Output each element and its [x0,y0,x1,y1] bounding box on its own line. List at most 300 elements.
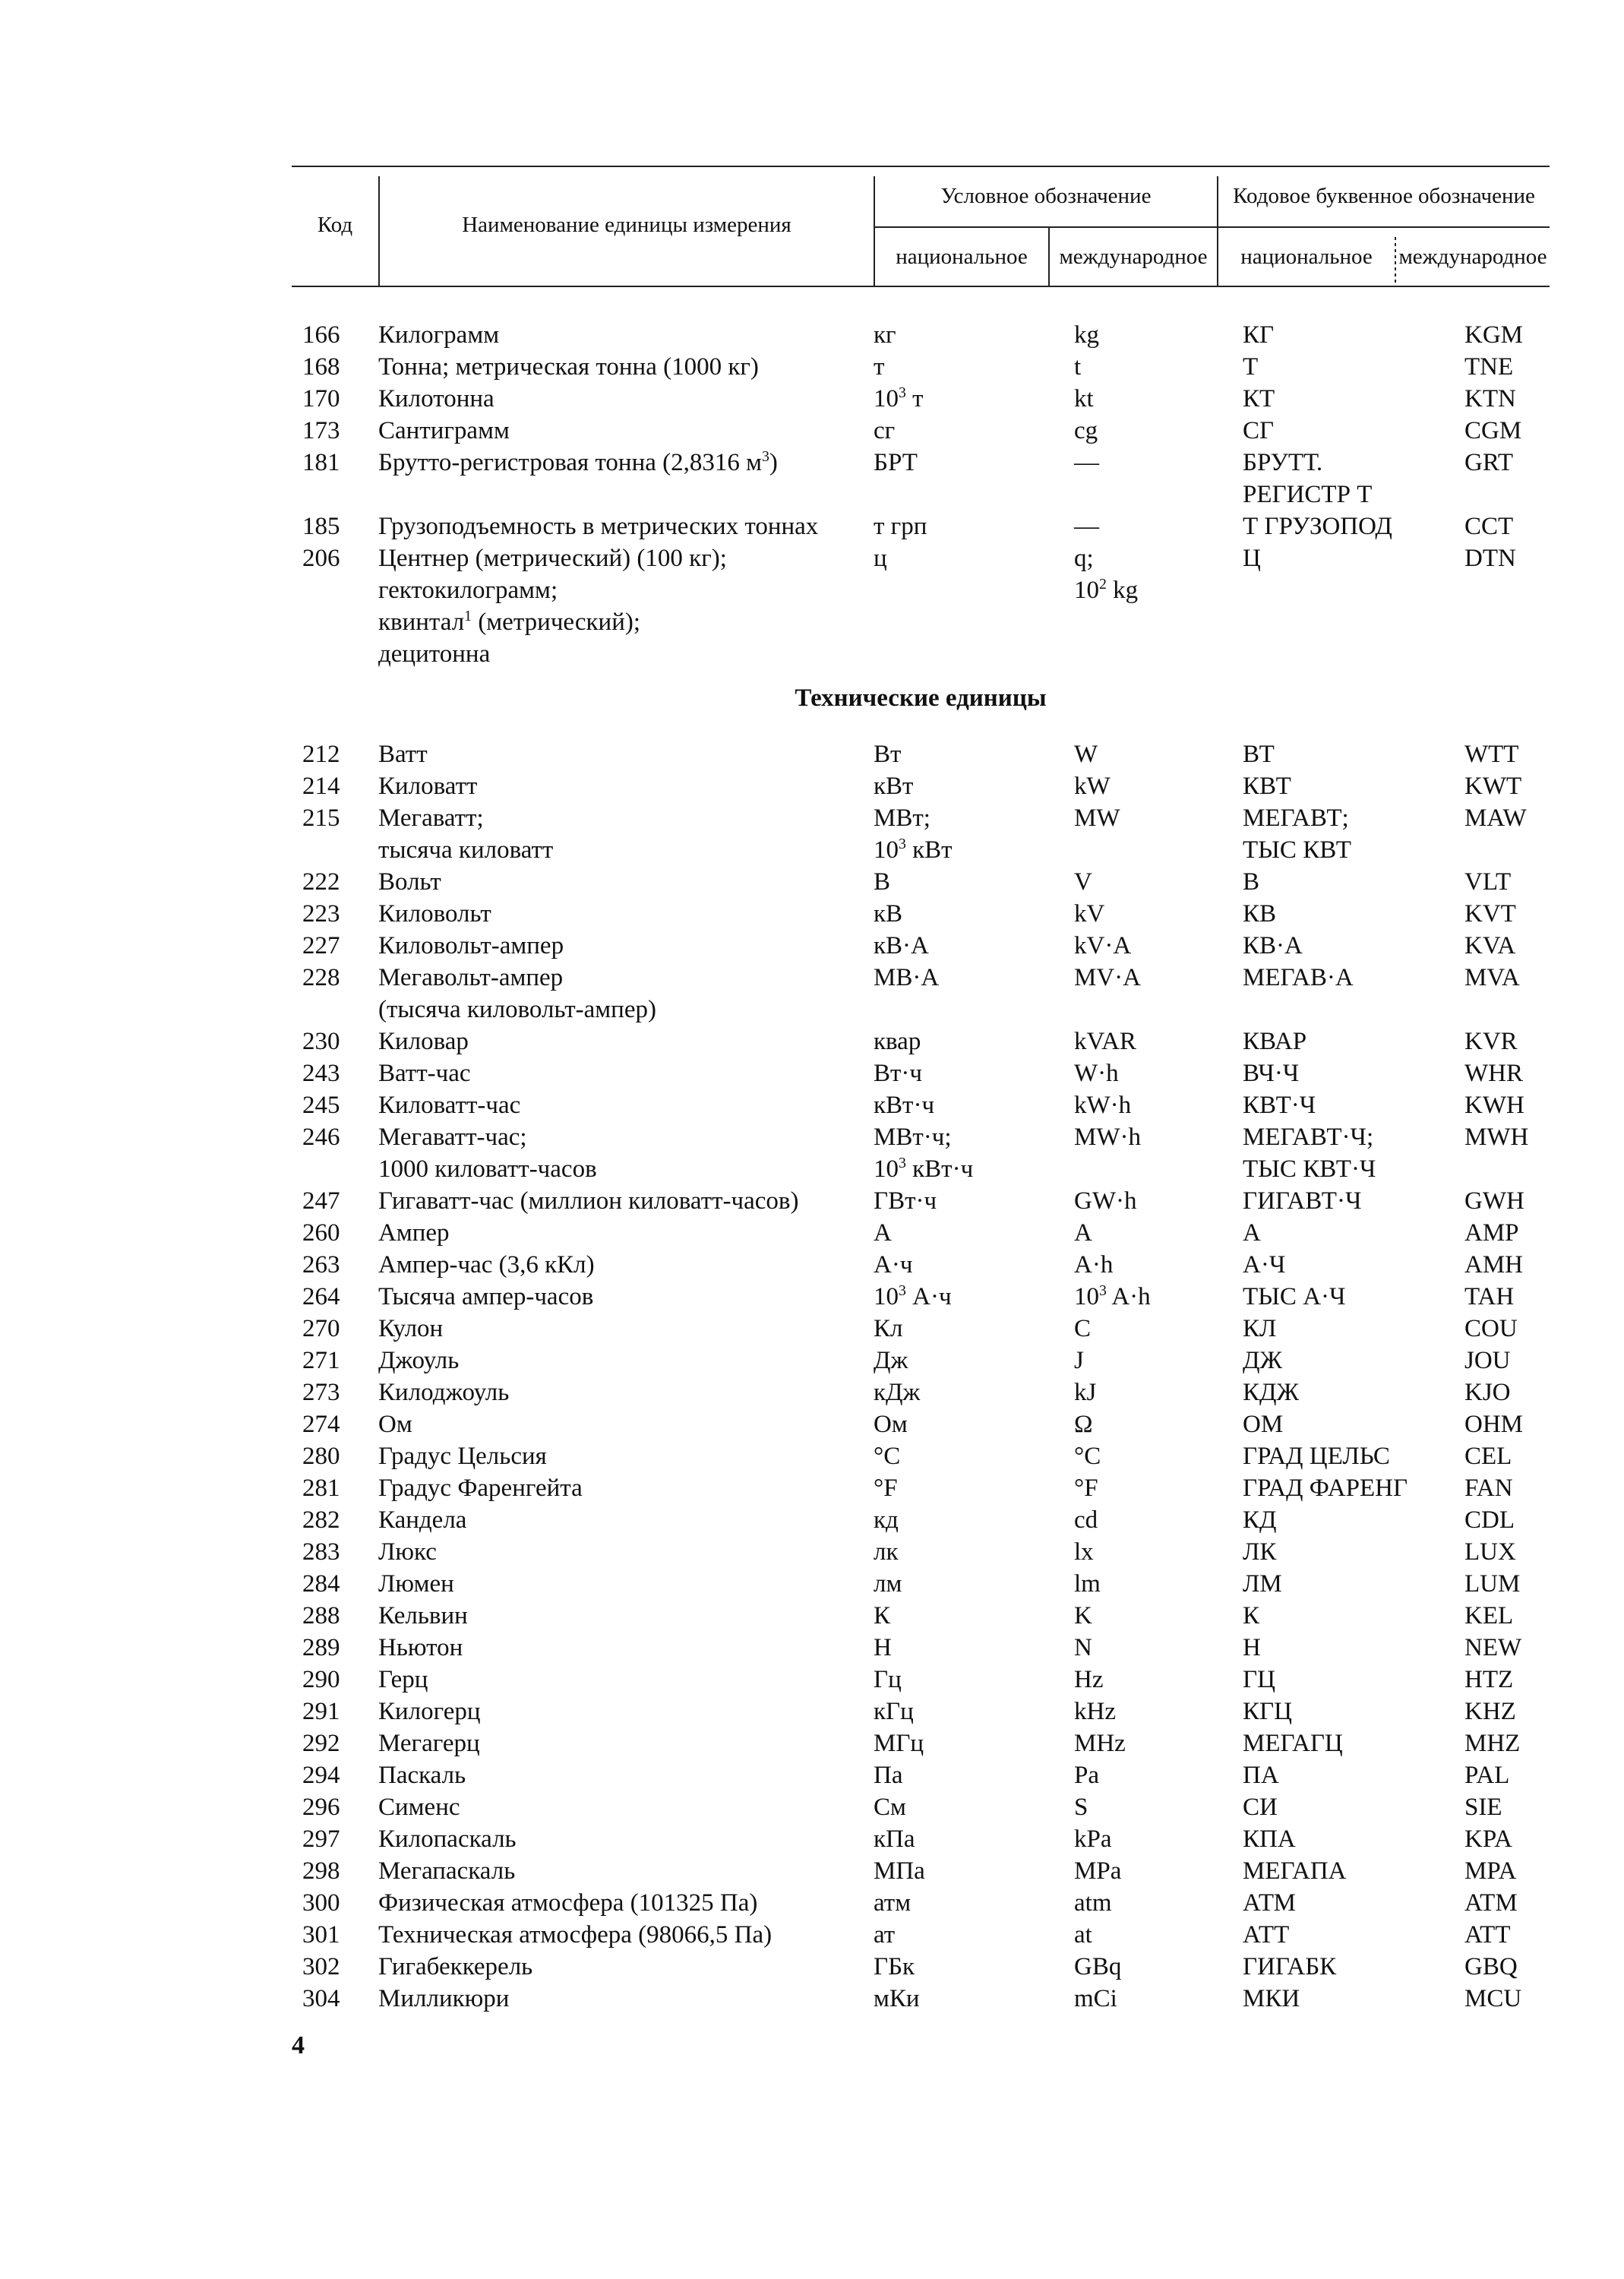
header-code: Код [317,213,353,237]
code-international: JOU [1464,1347,1511,1374]
code-international: KTN [1464,385,1516,412]
code-international: ATM [1464,1889,1518,1917]
unit-code: 291 [302,1698,340,1725]
code-national: ТЫС А·Ч [1243,1283,1346,1310]
unit-name: Грузоподъемность в метрических тоннах [378,513,819,540]
table-row [292,542,1550,670]
symbol-national: МВт·ч; $10^3$ кВт·ч [874,1124,974,1183]
code-national: ГЦ [1243,1666,1275,1693]
symbol-national: МПа [874,1857,925,1885]
mass-units-group [292,319,1550,670]
code-national: МЕГАВТ; ТЫС КВТ [1243,804,1351,864]
code-national: Т ГРУЗОПОД [1243,513,1392,540]
code-international: GRT [1464,449,1514,476]
code-national: Ц [1243,545,1261,572]
table-row [292,351,1550,383]
code-national: КВ [1243,900,1277,928]
symbol-national: кПа [874,1825,915,1853]
table-row [292,1759,1550,1791]
unit-name: Кельвин [378,1602,468,1629]
code-national: ЛМ [1243,1570,1282,1598]
code-international: TNE [1464,353,1514,381]
symbol-international: lx [1074,1538,1094,1566]
unit-name: Джоуль [378,1347,460,1374]
unit-name: Тонна; метрическая тонна (1000 кг) [378,353,759,381]
symbol-national: БРТ [874,449,918,476]
unit-code: 173 [302,417,340,444]
symbol-national: Вт [874,741,902,768]
symbol-international: — [1074,513,1099,540]
symbol-international: atm [1074,1889,1112,1917]
code-international: FAN [1464,1475,1513,1502]
unit-name: Киловольт [378,900,491,928]
table-row [292,1377,1550,1408]
table-row [292,1408,1550,1440]
table-row [292,1281,1550,1313]
code-national: МКИ [1243,1985,1300,2012]
code-international: WTT [1464,741,1519,768]
symbol-national: ц [874,545,887,572]
symbol-international: W·h [1074,1060,1119,1087]
header-code-international: международное [1398,245,1547,269]
code-international: KVR [1464,1028,1518,1055]
symbol-international: MV·A [1074,964,1141,991]
unit-name: Люкс [378,1538,437,1566]
symbol-national: ат [874,1921,896,1949]
page-number: 4 [292,2031,305,2059]
table-row [292,447,1550,510]
table-row [292,1951,1550,1983]
code-international: LUX [1464,1538,1516,1566]
unit-code: 288 [302,1602,340,1629]
header-national: национальное [896,245,1028,269]
unit-code: 289 [302,1634,340,1661]
table-row [292,1440,1550,1472]
unit-name: Ампер [378,1219,450,1247]
code-national: СГ [1243,417,1275,444]
code-national: БРУТТ. РЕГИСТР Т [1243,449,1373,508]
unit-code: 296 [302,1794,340,1821]
unit-name: Сименс [378,1794,460,1821]
unit-code: 245 [302,1092,340,1119]
unit-code: 212 [302,741,340,768]
header-symbol-group: Условное обозначение [940,184,1152,208]
symbol-international: kVAR [1074,1028,1136,1055]
code-national: ДЖ [1243,1347,1283,1374]
code-international: TAH [1464,1283,1515,1310]
code-national: ОМ [1243,1411,1284,1438]
section-title: Технические единицы [795,684,1047,712]
code-international: GWH [1464,1187,1524,1215]
code-international: DTN [1464,545,1516,572]
symbol-national: Дж [874,1347,908,1374]
symbol-international: GW·h [1074,1187,1137,1215]
unit-code: 170 [302,385,340,412]
unit-code: 215 [302,804,340,832]
table-row [292,738,1550,770]
table-row [292,1600,1550,1632]
symbol-national: лк [874,1538,899,1566]
symbol-national: квар [874,1028,921,1055]
unit-name: Техническая атмосфера (98066,5 Па) [378,1921,773,1949]
unit-code: 206 [302,545,340,572]
unit-code: 223 [302,900,340,928]
symbol-national: кВт·ч [874,1092,935,1119]
unit-code: 168 [302,353,340,381]
table-row [292,1791,1550,1823]
symbol-international: S [1074,1794,1088,1821]
header-top-rule [292,166,1550,167]
table-row [292,383,1550,415]
symbol-international: MW [1074,804,1120,832]
unit-code: 281 [302,1475,340,1502]
code-national: КВТ·Ч [1243,1092,1316,1119]
symbol-national: кг [874,321,896,349]
code-national: КТ [1243,385,1275,412]
unit-code: 284 [302,1570,340,1598]
unit-name: Киловатт-час [378,1092,521,1119]
table-row [292,1026,1550,1057]
unit-code: 260 [302,1219,340,1247]
code-national: КЛ [1243,1315,1277,1342]
symbol-international: $10^3$ A·h [1074,1282,1151,1310]
unit-code: 274 [302,1411,340,1438]
code-international: COU [1464,1315,1518,1342]
unit-name: Градус Фаренгейта [378,1475,583,1502]
header-name: Наименование единицы измерения [462,213,791,237]
code-national: МЕГАГЦ [1243,1730,1343,1757]
unit-code: 273 [302,1379,340,1406]
unit-name: Ватт-час [378,1060,471,1087]
table-row [292,1345,1550,1377]
symbol-international: W [1074,741,1098,768]
unit-code: 304 [302,1985,340,2012]
unit-name: Люмен [378,1570,454,1598]
code-international: NEW [1464,1634,1522,1661]
table-row [292,1696,1550,1727]
unit-code: 166 [302,321,340,349]
symbol-national: В [874,868,891,896]
unit-name: Кулон [378,1315,444,1342]
symbol-international: J [1074,1347,1084,1374]
unit-code: 247 [302,1187,340,1215]
symbol-international: A·h [1074,1251,1114,1279]
symbol-international: GBq [1074,1953,1122,1980]
symbol-international: V [1074,868,1092,896]
unit-code: 301 [302,1921,340,1949]
symbol-national: лм [874,1570,902,1598]
symbol-international: C [1074,1315,1092,1342]
symbol-national: мКи [874,1985,920,2012]
code-international: KPA [1464,1825,1512,1853]
code-international: CEL [1464,1443,1512,1470]
code-international: MAW [1464,804,1527,832]
code-national: ПА [1243,1762,1279,1789]
symbol-national: А [874,1219,892,1247]
code-national: КПА [1243,1825,1296,1853]
code-national: КГ [1243,321,1275,349]
symbol-national: МГц [874,1730,924,1757]
symbol-national: атм [874,1889,912,1917]
symbol-national: кВт [874,773,914,800]
unit-code: 280 [302,1443,340,1470]
code-national: КД [1243,1506,1277,1534]
table-row [292,898,1550,930]
table-row [292,415,1550,447]
symbol-international: mCi [1074,1985,1117,2012]
code-national: КДЖ [1243,1379,1300,1406]
unit-name: Мегапаскаль [378,1857,516,1885]
symbol-national: Вт·ч [874,1060,923,1087]
table-row [292,1568,1550,1600]
table-row [292,1057,1550,1089]
symbol-international: Hz [1074,1666,1104,1693]
symbol-international: kHz [1074,1698,1116,1725]
symbol-national: т грп [874,513,927,540]
symbol-national: К [874,1602,891,1629]
unit-name: Ватт [378,741,428,768]
symbol-international: kJ [1074,1379,1097,1406]
code-international: CCT [1464,513,1514,540]
code-international: KWT [1464,773,1522,800]
symbol-national: Кл [874,1315,903,1342]
unit-name: Гигаватт-час (миллион киловатт-часов) [378,1187,799,1215]
symbol-international: Ω [1074,1411,1093,1438]
unit-name: Ньютон [378,1634,463,1661]
code-national: КГЦ [1243,1698,1292,1725]
symbol-international: N [1074,1634,1092,1661]
code-international: MWH [1464,1124,1529,1151]
code-international: SIE [1464,1794,1502,1821]
technical-units-group [292,738,1550,2015]
unit-code: 222 [302,868,340,896]
code-international: CDL [1464,1506,1515,1534]
code-international: KEL [1464,1602,1514,1629]
symbol-international: kV [1074,900,1105,928]
symbol-international: K [1074,1602,1092,1629]
unit-name: Килопаскаль [378,1825,517,1853]
unit-name: Сантиграмм [378,417,510,444]
table-row [292,1185,1550,1217]
code-international: WHR [1464,1060,1523,1087]
unit-code: 264 [302,1283,340,1310]
table-row [292,1089,1550,1121]
symbol-national: °F [874,1475,898,1502]
unit-code: 246 [302,1124,340,1151]
symbol-international: kPa [1074,1825,1112,1853]
unit-name: Киловатт [378,773,478,800]
code-national: В [1243,868,1260,896]
code-national: ГИГАВТ·Ч [1243,1187,1362,1215]
unit-code: 300 [302,1889,340,1917]
code-international: PAL [1464,1762,1510,1789]
symbol-international: cd [1074,1506,1098,1534]
table-row [292,1504,1550,1536]
symbol-international: t [1074,353,1082,381]
code-international: AMH [1464,1251,1524,1279]
symbol-national: Гц [874,1666,902,1693]
code-national: МЕГАВ·А [1243,964,1354,991]
code-international: LUM [1464,1570,1521,1598]
code-national: МЕГАВТ·Ч; ТЫС КВТ·Ч [1243,1124,1376,1183]
header-code-letter-group: Кодовое буквенное обозначение [1233,184,1535,208]
code-international: MPA [1464,1857,1517,1885]
symbol-international: lm [1074,1570,1101,1598]
table-row [292,770,1550,802]
symbol-national: °С [874,1443,901,1470]
code-national: ВЧ·Ч [1243,1060,1300,1087]
unit-code: 302 [302,1953,340,1980]
unit-code: 297 [302,1825,340,1853]
symbol-international: kt [1074,385,1094,412]
code-national: А [1243,1219,1261,1247]
unit-code: 181 [302,449,340,476]
code-national: ГРАД ЦЕЛЬС [1243,1443,1390,1470]
code-national: ГРАД ФАРЕНГ [1243,1475,1408,1502]
unit-name: Килограмм [378,321,500,349]
header-mid-rule [874,226,1550,228]
table-row [292,930,1550,962]
code-national: ГИГАБК [1243,1953,1337,1980]
symbol-international: q; $10^2$ kg [1074,545,1139,604]
symbol-national: кВ·А [874,932,929,959]
table-row [292,1472,1550,1504]
unit-code: 228 [302,964,340,991]
symbol-national: кд [874,1506,899,1534]
code-national: АТТ [1243,1921,1290,1949]
code-international: CGM [1464,417,1522,444]
code-international: KWH [1464,1092,1524,1119]
symbol-international: kg [1074,321,1099,349]
symbol-international: cg [1074,417,1098,444]
symbol-national: т [874,353,885,381]
code-international: MHZ [1464,1730,1521,1757]
table-row [292,1217,1550,1249]
table-row [292,1855,1550,1887]
table-row [292,802,1550,866]
code-international: AMP [1464,1219,1519,1247]
code-international: MVA [1464,964,1520,991]
unit-code: 282 [302,1506,340,1534]
unit-name: Мегаватт-час; 1000 киловатт-часов [378,1124,597,1183]
code-international: ATT [1464,1921,1511,1949]
symbol-national: кДж [874,1379,921,1406]
header-code-national: национальное [1240,245,1373,269]
symbol-international: — [1074,449,1099,476]
code-international: KGM [1464,321,1524,349]
table-row [292,1536,1550,1568]
code-national: Т [1243,353,1259,381]
table-row [292,1121,1550,1185]
unit-code: 271 [302,1347,340,1374]
code-national: ЛК [1243,1538,1277,1566]
units-table-body [292,319,1550,2015]
unit-name: Тысяча ампер-часов [378,1283,594,1310]
code-national: КВТ [1243,773,1291,800]
unit-name: Брутто-регистровая тонна (2,8316 $м^3$) [378,448,778,476]
symbol-international: MPa [1074,1857,1122,1885]
unit-name: Вольт [378,868,441,896]
unit-name: Физическая атмосфера (101325 Па) [378,1889,758,1917]
unit-name: Килоджоуль [378,1379,510,1406]
symbol-international: kW·h [1074,1092,1132,1119]
unit-code: 214 [302,773,340,800]
symbol-international: °F [1074,1475,1098,1502]
code-national: Н [1243,1634,1261,1661]
code-international: MCU [1464,1985,1522,2012]
code-international: KVT [1464,900,1516,928]
symbol-international: at [1074,1921,1092,1949]
code-international: OHM [1464,1411,1524,1438]
table-row [292,1887,1550,1919]
table-row [292,1983,1550,2015]
unit-name: Мегавольт-ампер (тысяча киловольт-ампер) [378,964,656,1023]
table-row [292,1823,1550,1855]
table-row [292,510,1550,542]
code-national: ВТ [1243,741,1275,768]
table-row [292,1249,1550,1281]
symbol-national: ГБк [874,1953,915,1980]
symbol-national: $10^3$ т [874,384,924,412]
symbol-international: kW [1074,773,1111,800]
symbol-national: А·ч [874,1251,913,1279]
symbol-national: Па [874,1762,903,1789]
table-row [292,319,1550,351]
code-national: К [1243,1602,1260,1629]
symbol-national: кГц [874,1698,914,1725]
code-international: HTZ [1464,1666,1514,1693]
table-row [292,1919,1550,1951]
header-bottom-rule [292,286,1550,287]
unit-code: 298 [302,1857,340,1885]
code-national: СИ [1243,1794,1278,1821]
table-row [292,1632,1550,1664]
code-national: А·Ч [1243,1251,1286,1279]
unit-name: Паскаль [378,1762,466,1789]
unit-code: 230 [302,1028,340,1055]
unit-name: Центнер (метрический) (100 кг); гектокилограмм; квинтал$^1$ (метрический); децитонна [378,545,727,668]
symbol-international: Pa [1074,1762,1099,1789]
code-international: KHZ [1464,1698,1516,1725]
unit-name: Киловар [378,1028,469,1055]
unit-name: Герц [378,1666,428,1693]
table-row [292,1313,1550,1345]
code-international: GBQ [1464,1953,1518,1980]
unit-code: 270 [302,1315,340,1342]
unit-code: 292 [302,1730,340,1757]
symbol-national: кВ [874,900,903,928]
unit-name: Мегагерц [378,1730,480,1757]
table-row [292,1664,1550,1696]
symbol-national: МВ·А [874,964,940,991]
unit-name: Килогерц [378,1698,481,1725]
unit-code: 227 [302,932,340,959]
code-international: KJO [1464,1379,1511,1406]
symbol-national: Н [874,1634,892,1661]
symbol-national: ГВт·ч [874,1187,937,1215]
table-row [292,962,1550,1026]
unit-name: Ампер-час (3,6 кКл) [378,1251,595,1279]
code-international: KVA [1464,932,1516,959]
unit-name: Градус Цельсия [378,1443,547,1470]
symbol-national: Ом [874,1411,908,1438]
code-national: КВ·А [1243,932,1303,959]
symbol-international: MHz [1074,1730,1126,1757]
unit-name: Ом [378,1411,412,1438]
unit-name: Килотонна [378,385,494,412]
unit-code: 185 [302,513,340,540]
table-row [292,1727,1550,1759]
